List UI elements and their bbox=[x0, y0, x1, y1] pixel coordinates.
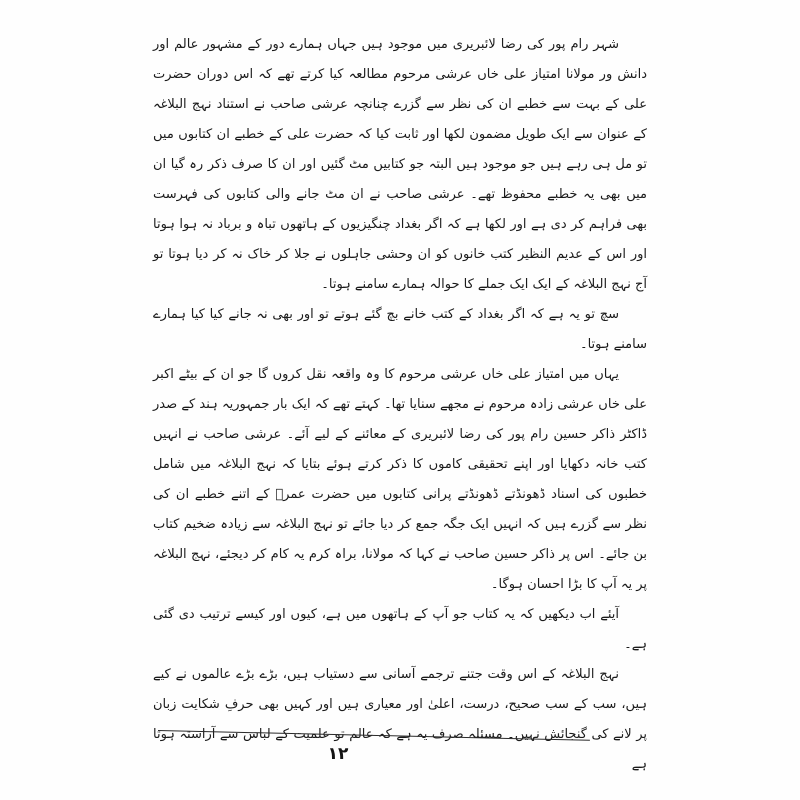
text-block bbox=[153, 30, 647, 780]
page-number: ۱۲ bbox=[327, 744, 349, 764]
paragraph-4: آیئے اب دیکھیں کہ یہ کتاب جو آپ کے ہاتھوں میں ہے، کیوں اور کیسے ترتیب دی گئی ہے۔ bbox=[153, 607, 647, 652]
paragraph-3: یہاں میں امتیاز علی خاں عرشی مرحوم کا وہ واقعہ نقل کروں گا جو ان کے بیٹے اکبر علی خاں عرشی زادہ مرحوم نے مجھے سنایا تھا۔ کہتے تھے کہ ایک بار جمہوریہ ہند کے صدر ڈاکٹر ذاکر حسین رام پور کی رضا لائبریری کے معائنے کے لیے آئے۔ عرشی صاحب نے انہیں کتب خانہ دکھایا اور اپنے تحقیقی کاموں کا ذکر کرتے ہوئے بتایا کہ نہج البلاغہ میں شامل خطبوں کی اسناد ڈھونڈتے ڈھونڈتے پرانی کتابوں میں حضرت عمرؓ کے اتنے خطبے ان کی نظر سے گزرے ہیں کہ انہیں ایک جگہ جمع کر دیا جائے تو نہج البلاغہ سے زیادہ ضخیم کتاب بن جائے۔ اس پر ذاکر حسین صاحب نے کہا کہ مولانا، براہ کرم یہ کام کر دیجئے، نہج البلاغہ پر یہ آپ کا بڑا احسان ہوگا۔ bbox=[153, 367, 647, 592]
paragraph-5: نہج البلاغہ کے اس وقت جتنے ترجمے آسانی سے دستیاب ہیں، بڑے بڑے عالموں نے کیے ہیں، سب کے سب صحیح، درست، اعلیٰ اور معیاری ہیں اور کہیں بھی حرفِ شکایت زبان پر لانے کی گنجائش نہیں۔ مسئلہ صرف یہ ہے کہ عالم تو علمیت کے لباس سے آراستہ ہوتا ہے bbox=[153, 667, 647, 772]
paragraph-2: سچ تو یہ ہے کہ اگر بغداد کے کتب خانے بچ گئے ہوتے تو اور بھی نہ جانے کیا کیا ہمارے سامنے ہوتا۔ bbox=[153, 307, 647, 352]
paragraph-1: شہر رام پور کی رضا لائبریری میں موجود ہیں جہاں ہمارے دور کے مشہور عالم اور دانش ور مولانا امتیاز علی خاں عرشی مرحوم مطالعہ کیا کرتے تھے کہ اس دوران حضرت علی کے بہت سے خطبے ان کی نظر سے گزرے چنانچہ عرشی صاحب نے استناد نہج البلاغہ کے عنوان سے ایک طویل مضمون لکھا اور ثابت کیا کہ حضرت علی کے خطبے ان کتابوں میں تو مل ہی رہے ہیں جو موجود ہیں البتہ جو کتابیں مٹ گئیں اور ان کا صرف ذکر رہ گیا ان میں بھی یہ خطبے محفوظ تھے۔ عرشی صاحب نے ان مٹ جانے والی کتابوں کی فہرست بھی فراہم کر دی ہے اور لکھا ہے کہ اگر بغداد چنگیزیوں کے ہاتھوں تباہ و برباد نہ ہوا ہوتا اور اس کے عدیم النظیر کتب خانوں کو ان وحشی جاہلوں نے جلا کر خاک نہ کر دیا ہوتا تو آج نہج البلاغہ کے ایک ایک جملے کا حوالہ ہمارے سامنے ہوتا۔ bbox=[153, 37, 647, 292]
